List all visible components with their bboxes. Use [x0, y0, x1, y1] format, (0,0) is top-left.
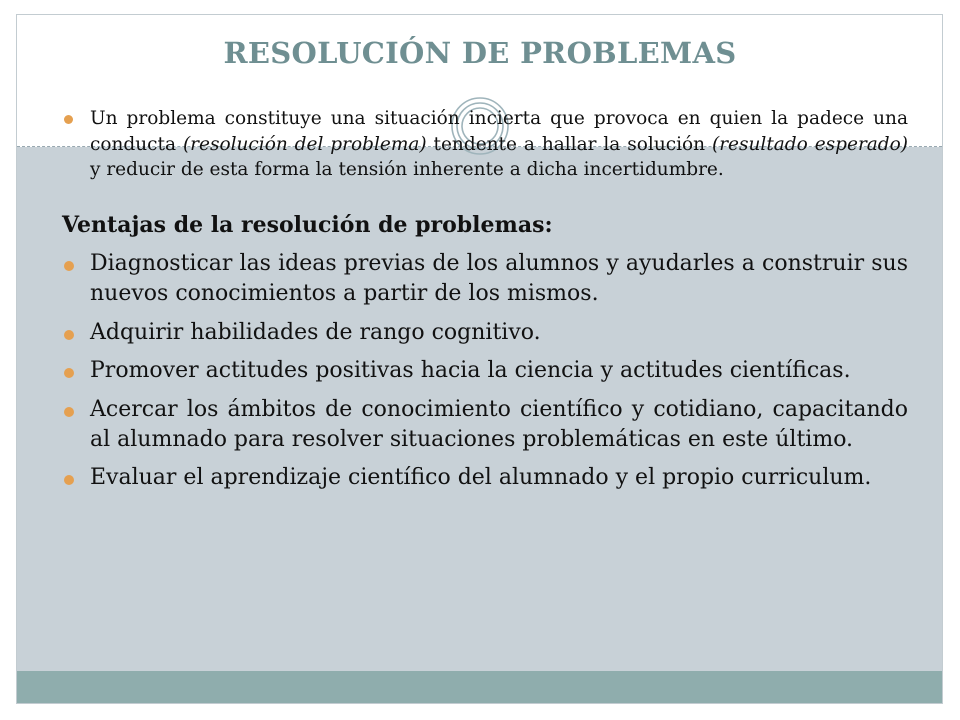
bullet-dot: [64, 261, 74, 271]
bullet-dot: [64, 115, 73, 124]
intro-text-3: y reducir de esta forma la tensión inherente a dicha incertidumbre.: [90, 159, 724, 181]
advantage-item: [62, 249, 908, 308]
advantage-item: [62, 318, 908, 348]
advantage-text: Adquirir habilidades de rango cognitivo.: [90, 319, 541, 345]
bullet-dot: [64, 407, 74, 417]
advantage-item: [62, 356, 908, 386]
advantage-text: Acercar los ámbitos de conocimiento científico y cotidiano, capacitando al alumnado para resolver situaciones problemáticas en este último.: [90, 396, 908, 452]
advantage-text: Diagnosticar las ideas previas de los alumnos y ayudarles a construir sus nuevos conocimientos a partir de los mismos.: [90, 251, 908, 306]
slide-content: [62, 106, 908, 502]
advantage-text: Evaluar el aprendizaje científico del alumnado y el propio curriculum.: [90, 465, 872, 491]
bullet-dot: [64, 330, 74, 340]
intro-italic-1: (resolución del problema): [182, 133, 427, 155]
advantage-item: [62, 395, 908, 454]
advantage-item: [62, 463, 908, 493]
bullet-dot: [64, 368, 74, 378]
advantages-heading: Ventajas de la resolución de problemas:: [62, 211, 553, 238]
intro-text-1: Un problema constituye una situación incierta que provoca en quien la padece una conducta: [90, 108, 908, 155]
intro-text-2: tendente a hallar la solución: [426, 133, 712, 155]
footer-band: [17, 671, 942, 704]
intro-italic-2: (resultado esperado): [712, 133, 909, 155]
advantage-text: Promover actitudes positivas hacia la ciencia y actitudes científicas.: [90, 358, 851, 384]
slide-title: RESOLUCIÓN DE PROBLEMAS: [223, 36, 737, 70]
intro-bullet: [62, 106, 908, 183]
bullet-dot: [64, 475, 74, 485]
